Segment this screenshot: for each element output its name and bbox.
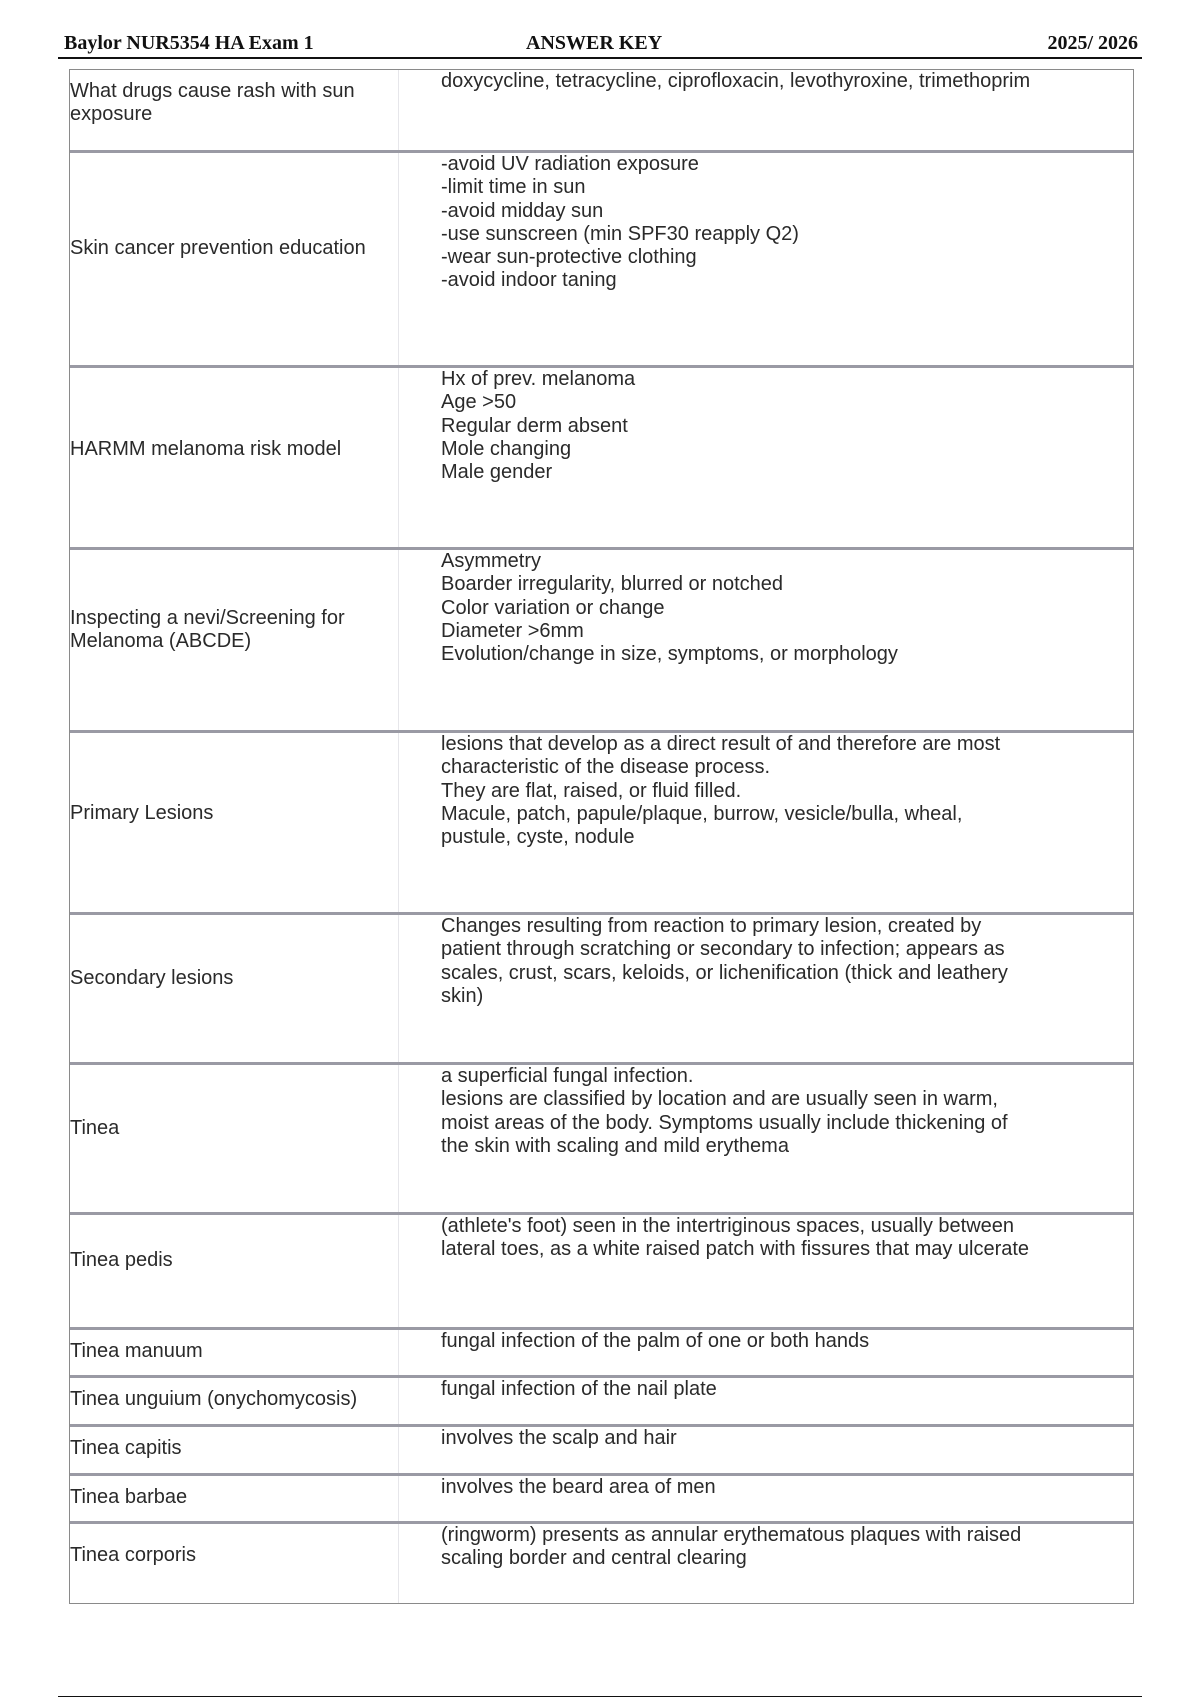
definition-line: scaling border and central clearing (441, 1547, 747, 1570)
row-term (70, 915, 398, 1062)
row-term (70, 153, 398, 365)
definition-line: involves the scalp and hair (441, 1427, 677, 1449)
definition-line: Macule, patch, papule/plaque, burrow, vesicle/bulla, wheal, (441, 802, 963, 825)
column-divider (398, 368, 399, 547)
table-row (70, 547, 1133, 730)
term-line: Skin cancer prevention education (70, 237, 366, 259)
definition-line: fungal infection of the palm of one or both hands (441, 1330, 870, 1352)
definition-line: -avoid UV radiation exposure (441, 153, 699, 175)
term-line: Tinea pedis (70, 1249, 173, 1271)
table-row (70, 1062, 1133, 1212)
header-rule (58, 57, 1142, 59)
table-row (70, 1473, 1133, 1521)
definition-line: Age >50 (441, 391, 517, 414)
academic-year: 2025/ 2026 (1047, 32, 1138, 54)
term-line: Tinea (70, 1117, 120, 1139)
column-divider (398, 1378, 399, 1424)
answer-table (69, 69, 1134, 1604)
definition-line: lesions are classified by location and are usually seen in warm, (441, 1088, 998, 1111)
row-term (70, 1065, 398, 1212)
page-header (58, 30, 1142, 56)
row-definition (441, 368, 1121, 484)
definition-line: involves the beard area of men (441, 1476, 716, 1498)
table-row (70, 1327, 1133, 1375)
column-divider (398, 1215, 399, 1327)
term-line: Inspecting a nevi/Screening for (70, 607, 345, 629)
column-divider (398, 153, 399, 365)
definition-line: Diameter >6mm (441, 619, 584, 642)
definition-line: lateral toes, as a white raised patch with fissures that may ulcerate (441, 1238, 1030, 1261)
definition-line: (ringworm) presents as annular erythematous plaques with raised (441, 1524, 1022, 1546)
row-definition (441, 1215, 1121, 1262)
definition-line: Hx of prev. melanoma (441, 368, 636, 390)
definition-line: -use sunscreen (min SPF30 reapply Q2) (441, 222, 799, 245)
definition-line: (athlete's foot) seen in the intertriginous spaces, usually between (441, 1215, 1015, 1237)
answer-key-label: ANSWER KEY (526, 32, 663, 54)
column-divider (398, 1065, 399, 1212)
row-term (70, 70, 398, 150)
term-line: Melanoma (ABCDE) (70, 630, 252, 652)
column-divider (398, 915, 399, 1062)
term-line: Tinea manuum (70, 1340, 203, 1362)
row-definition (441, 915, 1121, 1008)
term-line: exposure (70, 103, 153, 125)
table-row (70, 912, 1133, 1062)
table-row (70, 1212, 1133, 1327)
row-definition (441, 1378, 1121, 1401)
definition-line: fungal infection of the nail plate (441, 1378, 717, 1400)
row-term (70, 1378, 398, 1424)
definition-line: skin) (441, 984, 484, 1007)
row-definition (441, 1330, 1121, 1353)
definition-line: Evolution/change in size, symptoms, or morphology (441, 643, 898, 666)
row-definition (441, 1065, 1121, 1158)
row-definition (441, 1427, 1121, 1450)
row-term (70, 368, 398, 547)
definition-line: -avoid indoor taning (441, 269, 617, 292)
row-term (70, 1215, 398, 1327)
row-term (70, 1524, 398, 1603)
row-term (70, 733, 398, 912)
term-line: Primary Lesions (70, 802, 214, 824)
definition-line: Color variation or change (441, 596, 665, 619)
course-title: Baylor NUR5354 HA Exam 1 (64, 32, 314, 54)
row-definition (441, 1524, 1121, 1571)
footer-rule (58, 1696, 1142, 1697)
term-line: Tinea barbae (70, 1486, 188, 1508)
definition-line: -avoid midday sun (441, 199, 604, 222)
definition-line: a superficial fungal infection. (441, 1065, 694, 1087)
definition-line: moist areas of the body. Symptoms usually include thickening of (441, 1111, 1008, 1134)
row-definition (441, 153, 1121, 293)
term-line: Tinea unguium (onychomycosis) (70, 1388, 358, 1410)
column-divider (398, 1427, 399, 1473)
definition-line: Asymmetry (441, 550, 541, 572)
definition-line: They are flat, raised, or fluid filled. (441, 779, 742, 802)
table-row (70, 70, 1133, 150)
row-term (70, 1427, 398, 1473)
term-line: Secondary lesions (70, 967, 234, 989)
term-line: What drugs cause rash with sun (70, 80, 355, 102)
definition-line: the skin with scaling and mild erythema (441, 1134, 789, 1157)
row-term (70, 1330, 398, 1375)
definition-line: Mole changing (441, 437, 572, 460)
table-row (70, 365, 1133, 547)
definition-line: pustule, cyste, nodule (441, 826, 635, 849)
column-divider (398, 1524, 399, 1603)
column-divider (398, 70, 399, 150)
definition-line: lesions that develop as a direct result of and therefore are most (441, 733, 1001, 755)
table-row (70, 150, 1133, 365)
term-line: Tinea corporis (70, 1544, 196, 1566)
definition-line: patient through scratching or secondary to infection; appears as (441, 938, 1005, 961)
row-term (70, 1476, 398, 1521)
term-line: HARMM melanoma risk model (70, 438, 342, 460)
definition-line: Regular derm absent (441, 414, 628, 437)
definition-line: Male gender (441, 461, 553, 484)
column-divider (398, 1330, 399, 1375)
table-row (70, 730, 1133, 912)
definition-line: doxycycline, tetracycline, ciprofloxacin, levothyroxine, trimethoprim (441, 70, 1031, 92)
table-row (70, 1424, 1133, 1473)
column-divider (398, 733, 399, 912)
row-definition (441, 733, 1121, 849)
row-definition (441, 70, 1121, 93)
table-row (70, 1521, 1133, 1603)
definition-line: scales, crust, scars, keloids, or lichenification (thick and leathery (441, 961, 1008, 984)
definition-line: characteristic of the disease process. (441, 756, 771, 779)
definition-line: Changes resulting from reaction to primary lesion, created by (441, 915, 982, 937)
row-definition (441, 550, 1121, 666)
column-divider (398, 550, 399, 730)
row-definition (441, 1476, 1121, 1499)
definition-line: -limit time in sun (441, 176, 586, 199)
table-row (70, 1375, 1133, 1424)
term-line: Tinea capitis (70, 1437, 182, 1459)
column-divider (398, 1476, 399, 1521)
definition-line: Boarder irregularity, blurred or notched (441, 573, 784, 596)
definition-line: -wear sun-protective clothing (441, 246, 697, 269)
row-term (70, 550, 398, 730)
